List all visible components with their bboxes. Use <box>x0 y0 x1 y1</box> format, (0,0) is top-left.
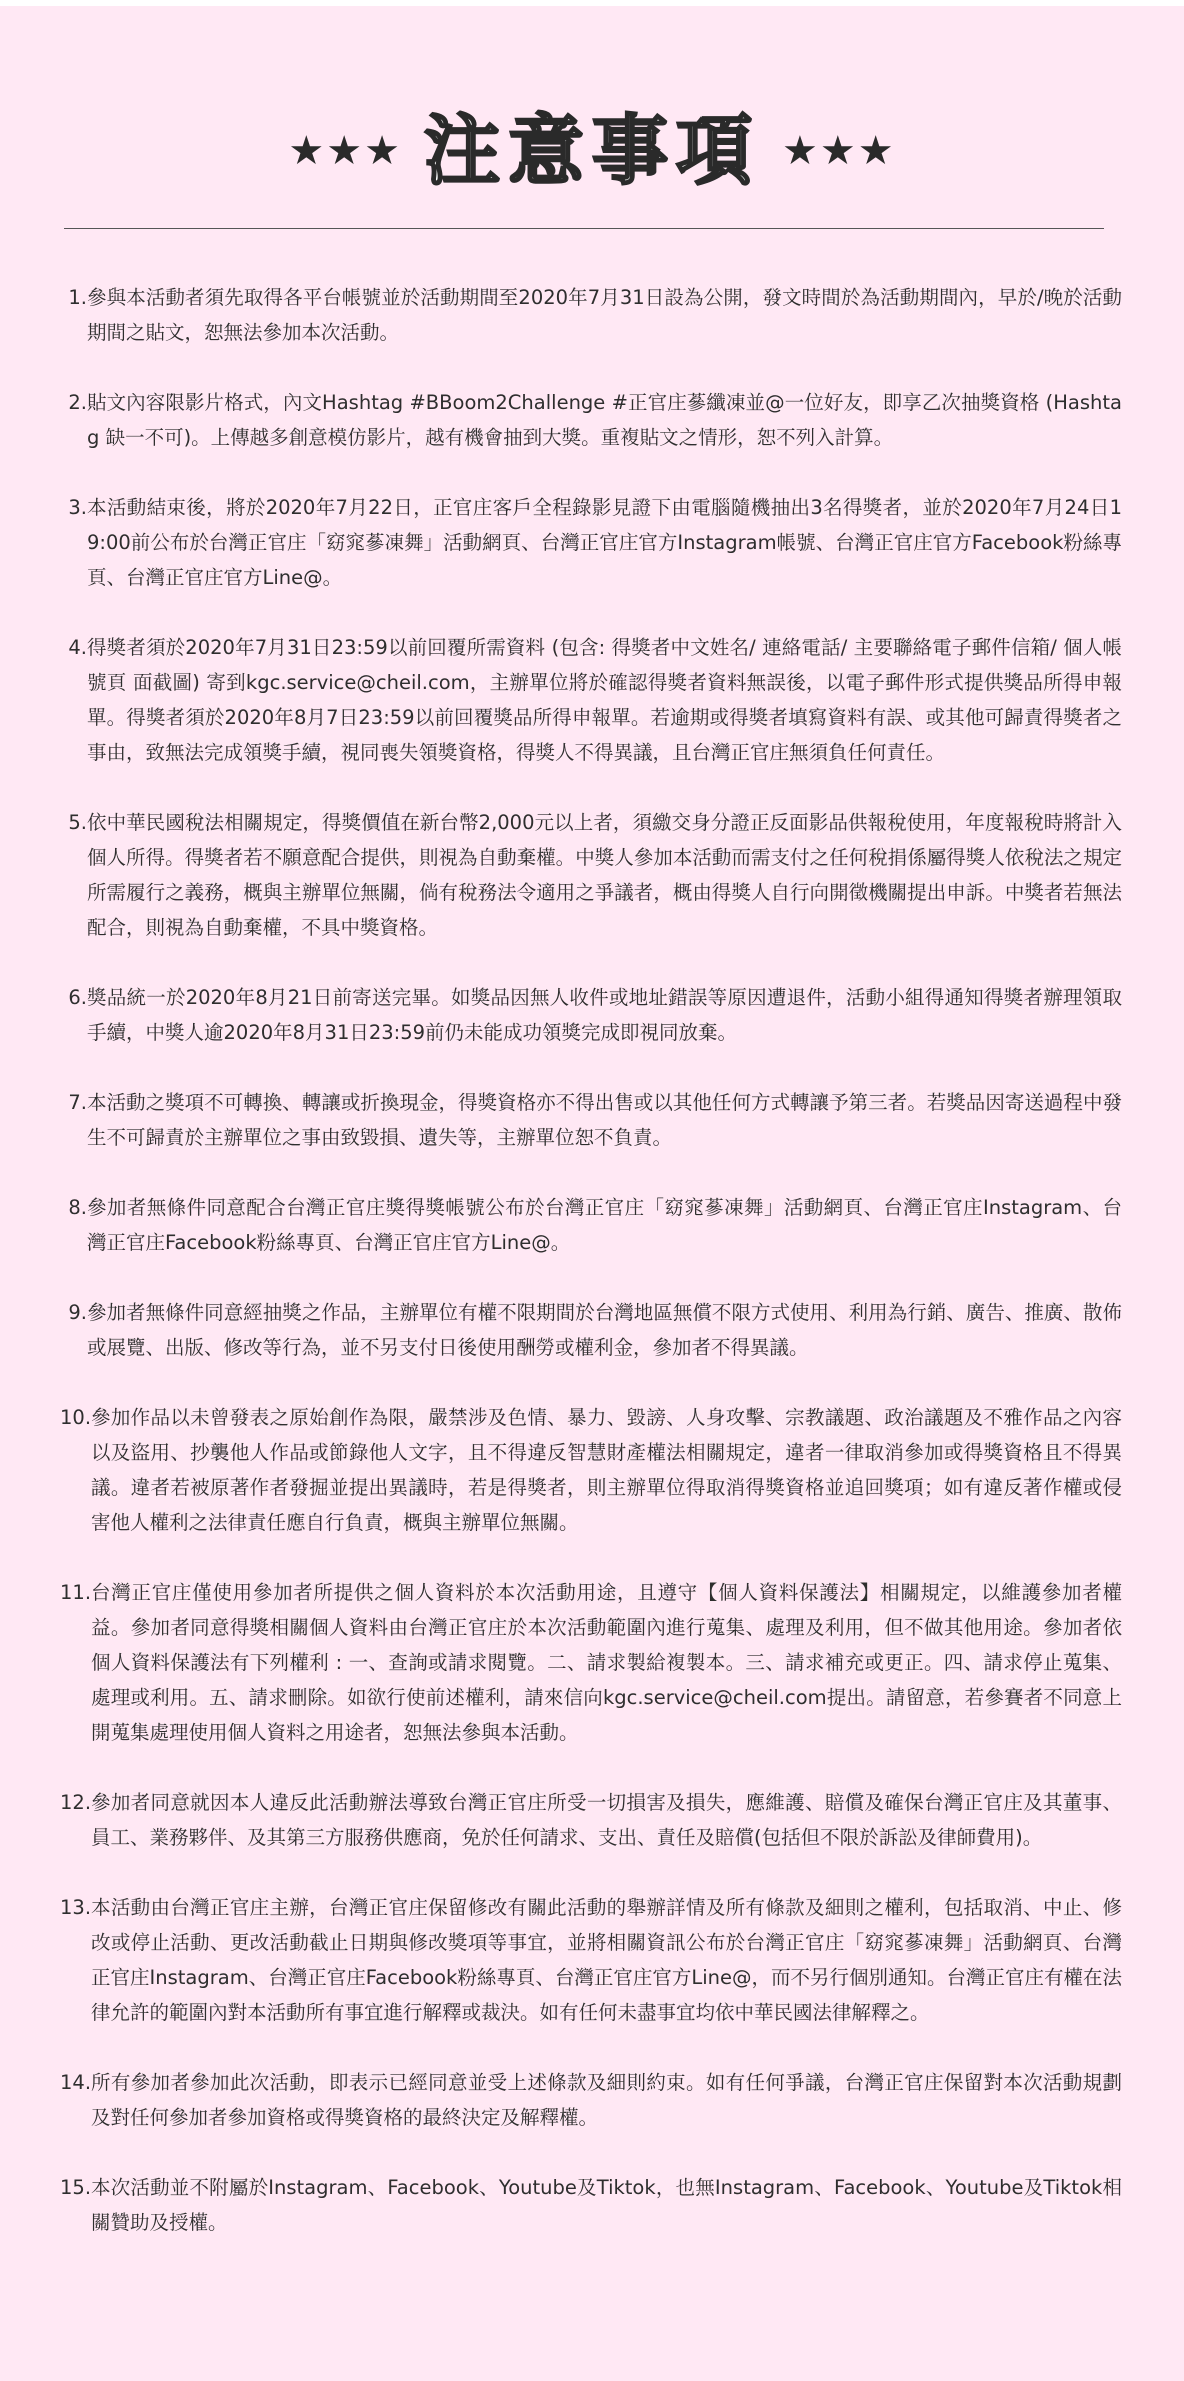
rule-item <box>60 805 1122 945</box>
rule-number: 2. <box>68 391 87 414</box>
rule-text: 本活動由台灣正官庄主辦，台灣正官庄保留修改有關此活動的舉辦詳情及所有條款及細則之權利，包括取消、中止、修改或停止活動、更改活動截止日期與修改獎項等事宜，並將相關資訊公布於台灣正官庄「窈窕蔘凍舞」活動網頁、台灣正官庄Instagram、台灣正官庄Facebook粉絲專頁、台灣正官庄官方Line@，而不另行個別通知。台灣正官庄有權在法律允許的範圍內對本活動所有事宜進行解釋或裁決。如有任何未盡事宜均依中華民國法律解釋之。 <box>91 1896 1122 2024</box>
rule-item <box>60 1575 1122 1750</box>
rule-item <box>60 1785 1122 1855</box>
rule-text: 參加作品以未曾發表之原始創作為限，嚴禁涉及色情、暴力、毀謗、人身攻擊、宗教議題、政治議題及不雅作品之內容以及盜用、抄襲他人作品或節錄他人文字，且不得違反智慧財產權法相關規定，違者一律取消參加或得獎資格且不得異議。違者若被原著作者發掘並提出異議時，若是得獎者，則主辦單位得取消得獎資格並追回獎項；如有違反著作權或侵害他人權利之法律責任應自行負責，概與主辦單位無關。 <box>91 1406 1122 1534</box>
rule-text: 參加者無條件同意經抽獎之作品，主辦單位有權不限期間於台灣地區無償不限方式使用、利用為行銷、廣告、推廣、散佈或展覽、出版、修改等行為，並不另支付日後使用酬勞或權利金，參加者不得異議。 <box>87 1301 1122 1359</box>
rule-text: 得獎者須於2020年7月31日23:59以前回覆所需資料 (包含: 得獎者中文姓名/ 連絡電話/ 主要聯絡電子郵件信箱/ 個人帳號頁 面截圖) 寄到kgc.service@cheil.com，主辦單位將於確認得獎者資料無誤後，以電子郵件形式提供獎品所得申報單。得獎者須於2020年8月7日23:59以前回覆獎品所得申報單。若逾期或得獎者填寫資料有誤、或其他可歸責得獎者之事由，致無法完成領獎手續，視同喪失領獎資格，得獎人不得異議，且台灣正官庄無須負任何責任。 <box>87 636 1122 764</box>
rule-text: 參與本活動者須先取得各平台帳號並於活動期間至2020年7月31日設為公開，發文時間於為活動期間內，早於/晚於活動期間之貼文，恕無法參加本次活動。 <box>87 286 1122 344</box>
rule-text: 本活動結束後，將於2020年7月22日，正官庄客戶全程錄影見證下由電腦隨機抽出3名得獎者，並於2020年7月24日19:00前公布於台灣正官庄「窈窕蔘凍舞」活動網頁、台灣正官庄官方Instagram帳號、台灣正官庄官方Facebook粉絲專頁、台灣正官庄官方Line@。 <box>87 496 1122 589</box>
title-divider <box>64 228 1104 229</box>
rule-number: 8. <box>68 1196 87 1219</box>
rule-item <box>60 2170 1122 2240</box>
rule-number: 4. <box>68 636 87 659</box>
rule-text: 貼文內容限影片格式，內文Hashtag #BBoom2Challenge #正官庄蔘纖凍並@一位好友，即享乙次抽獎資格 (Hashtag 缺一不可)。上傳越多創意模仿影片，越有機會抽到大獎。重複貼文之情形，恕不列入計算。 <box>87 391 1122 449</box>
rule-number: 9. <box>68 1301 87 1324</box>
rule-text: 參加者無條件同意配合台灣正官庄獎得獎帳號公布於台灣正官庄「窈窕蔘凍舞」活動網頁、台灣正官庄Instagram、台灣正官庄Facebook粉絲專頁、台灣正官庄官方Line@。 <box>87 1196 1122 1254</box>
stars-right-icon: ★★★ <box>782 128 896 174</box>
rule-number: 6. <box>68 986 87 1009</box>
rule-item <box>60 280 1122 350</box>
rule-number: 7. <box>68 1091 87 1114</box>
rule-text: 所有參加者參加此次活動，即表示已經同意並受上述條款及細則約束。如有任何爭議，台灣正官庄保留對本次活動規劃及對任何參加者參加資格或得獎資格的最終決定及解釋權。 <box>91 2071 1122 2129</box>
rule-text: 本活動之獎項不可轉換、轉讓或折換現金，得獎資格亦不得出售或以其他任何方式轉讓予第三者。若獎品因寄送過程中發生不可歸責於主辦單位之事由致毀損、遺失等，主辦單位恕不負責。 <box>87 1091 1122 1149</box>
rule-item <box>60 385 1122 455</box>
rule-item <box>60 1890 1122 2030</box>
notice-header <box>0 96 1184 206</box>
rule-item <box>60 2065 1122 2135</box>
rule-text: 參加者同意就因本人違反此活動辦法導致台灣正官庄所受一切損害及損失，應維護、賠償及確保台灣正官庄及其董事、員工、業務夥伴、及其第三方服務供應商，免於任何請求、支出、責任及賠償(包括但不限於訴訟及律師費用)。 <box>91 1791 1122 1849</box>
rule-text: 獎品統一於2020年8月21日前寄送完畢。如獎品因無人收件或地址錯誤等原因遭退件，活動小組得通知得獎者辦理領取手續，中獎人逾2020年8月31日23:59前仍未能成功領獎完成即視同放棄。 <box>87 986 1122 1044</box>
rule-text: 依中華民國稅法相關規定，得獎價值在新台幣2,000元以上者，須繳交身分證正反面影品供報稅使用，年度報稅時將計入個人所得。得獎者若不願意配合提供，則視為自動棄權。中獎人參加本活動而需支付之任何稅捐係屬得獎人依稅法之規定所需履行之義務，概與主辦單位無關，倘有稅務法令適用之爭議者，概由得獎人自行向開徵機關提出申訴。中獎者若無法配合，則視為自動棄權，不具中獎資格。 <box>87 811 1122 939</box>
rule-number: 12. <box>60 1791 92 1814</box>
rule-item <box>60 1295 1122 1365</box>
stars-left-icon: ★★★ <box>288 128 402 174</box>
rule-number: 11. <box>60 1581 92 1604</box>
rules-list <box>60 280 1122 2275</box>
rule-item <box>60 980 1122 1050</box>
rule-text: 台灣正官庄僅使用參加者所提供之個人資料於本次活動用途，且遵守【個人資料保護法】相關規定，以維護參加者權益。參加者同意得獎相關個人資料由台灣正官庄於本次活動範圍內進行蒐集、處理及利用，但不做其他用途。參加者依個人資料保護法有下列權利 : 一、查詢或請求閱覽。二、請求製給複製本。三、請求補充或更正。四、請求停止蒐集、處理或利用。五、請求刪除。如欲行使前述權利，請來信向kgc.service@cheil.com提出。請留意，若參賽者不同意上開蒐集處理使用個人資料之用途者，恕無法參與本活動。 <box>91 1581 1122 1744</box>
rule-number: 15. <box>60 2176 92 2199</box>
page-title: 注意事項 <box>424 106 760 195</box>
rule-item <box>60 490 1122 595</box>
rule-number: 14. <box>60 2071 92 2094</box>
rule-item <box>60 1085 1122 1155</box>
rule-text: 本次活動並不附屬於Instagram、Facebook、Youtube及Tiktok，也無Instagram、Facebook、Youtube及Tiktok相關贊助及授權。 <box>91 2176 1122 2234</box>
rule-item <box>60 630 1122 770</box>
rule-item <box>60 1190 1122 1260</box>
rule-item <box>60 1400 1122 1540</box>
rule-number: 13. <box>60 1896 92 1919</box>
rule-number: 3. <box>68 496 87 519</box>
rule-number: 1. <box>68 286 87 309</box>
top-band <box>0 0 1184 6</box>
rule-number: 10. <box>60 1406 92 1429</box>
rule-number: 5. <box>68 811 87 834</box>
